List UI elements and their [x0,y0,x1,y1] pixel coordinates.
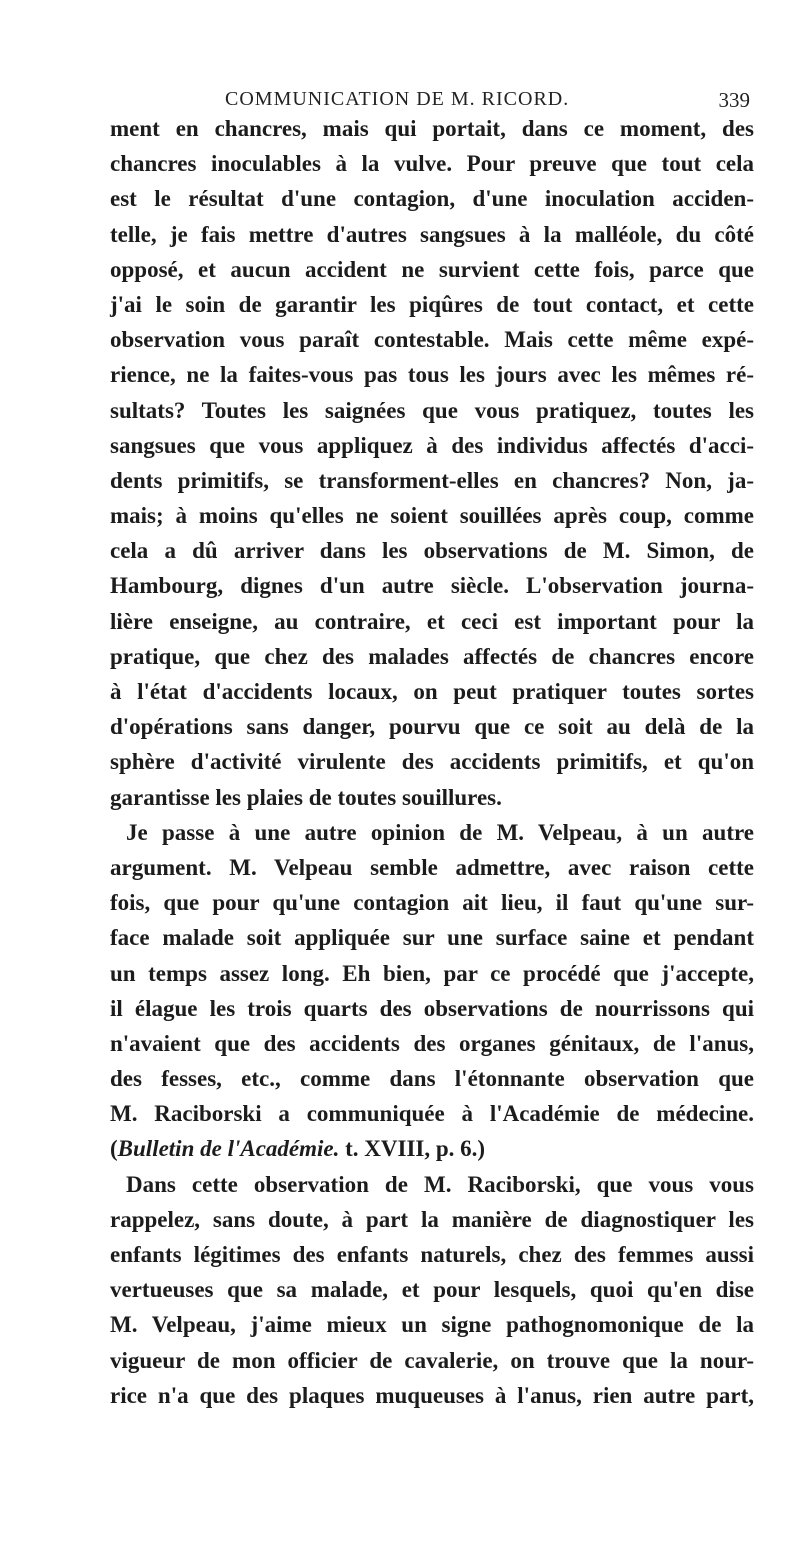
text-line: à l'état d'accidents locaux, on peut pratiquer toutes sortes [110,679,754,704]
text-line: face malade soit appliquée sur une surface saine et pendant [110,925,754,951]
text-line: rappelez, sans doute, à part la manière de diagnostiquer les [110,1206,754,1232]
text-line: vertueuses que sa malade, et pour lesquels, quoi qu'en dise [110,1277,754,1303]
text-line: ment en chancres, mais qui portait, dans ce moment, des [110,116,754,141]
running-title: COMMUNICATION DE M. RICORD. [225,88,570,110]
text-line: dents primitifs, se transforment-elles en chancres? Non, ja- [110,467,754,493]
text-line: argument. M. Velpeau semble admettre, avec raison cette [110,854,754,880]
text-line: garantisse les plaies de toutes souillures. [110,784,502,810]
text-line: chancres inoculables à la vulve. Pour preuve que tout cela [110,151,754,177]
text-line: Dans cette observation de M. Raciborski, que vous vous [126,1171,754,1197]
text-line: des fesses, etc., comme dans l'étonnante observation que [110,1066,754,1092]
text-line: un temps assez long. Eh bien, par ce procédé que j'accepte, [110,960,754,986]
text-line: lière enseigne, au contraire, et ceci est important pour la [110,608,754,634]
text-line: enfants légitimes des enfants naturels, chez des femmes aussi [110,1242,754,1267]
text-line: sangsues que vous appliquez à des individus affectés d'acci- [110,432,754,458]
body-text [110,111,754,1413]
text-line: n'avaient que des accidents des organes génitaux, de l'anus, [110,1030,754,1056]
text-line: observation vous paraît contestable. Mais cette même expé- [110,327,754,353]
text-line: telle, je fais mettre d'autres sangsues à la malléole, du côté [110,221,754,247]
text-line: rice n'a que des plaques muqueuses à l'anus, rien autre part, [110,1382,754,1408]
text-line: sphère d'activité virulente des accidents primitifs, et qu'on [110,749,754,775]
text-line: rience, ne la faites-vous pas tous les jours avec les mêmes ré- [110,362,754,388]
text-line: opposé, et aucun accident ne survient cette fois, parce que [110,256,754,282]
text-line: mais; à moins qu'elles ne soient souillées après coup, comme [110,503,754,529]
journal-title: Bulletin de l'Académie. [117,1136,340,1162]
text-line: d'opérations sans danger, pourvu que ce soit au delà de la [110,714,754,740]
text-line: Hambourg, dignes d'un autre siècle. L'observation journa- [110,573,754,599]
text-line: j'ai le soin de garantir les piqûres de tout contact, et cette [110,291,754,317]
text-line: M. Raciborski a communiquée à l'Académie de médecine. [110,1101,754,1127]
text-line: fois, que pour qu'une contagion ait lieu, il faut qu'une sur- [110,890,754,916]
text-line: M. Velpeau, j'aime mieux un signe pathognomonique de la [110,1312,754,1338]
text-line: Je passe à une autre opinion de M. Velpeau, à un autre [126,819,754,845]
text-line: est le résultat d'une contagion, d'une inoculation acciden- [110,186,754,212]
text-line: cela a dû arriver dans les observations de M. Simon, de [110,538,754,564]
text-line: il élague les trois quarts des observations de nourrissons qui [110,995,754,1021]
page-number: 339 [718,88,750,112]
text-line: sultats? Toutes les saignées que vous pratiquez, toutes les [110,397,754,423]
text-line: (Bulletin de l'Académie. t. XVIII, p. 6.) [110,1136,486,1162]
text-line: pratique, que chez des malades affectés de chancres encore [110,643,754,669]
text-line: vigueur de mon officier de cavalerie, on trouve que la nour- [110,1347,754,1373]
